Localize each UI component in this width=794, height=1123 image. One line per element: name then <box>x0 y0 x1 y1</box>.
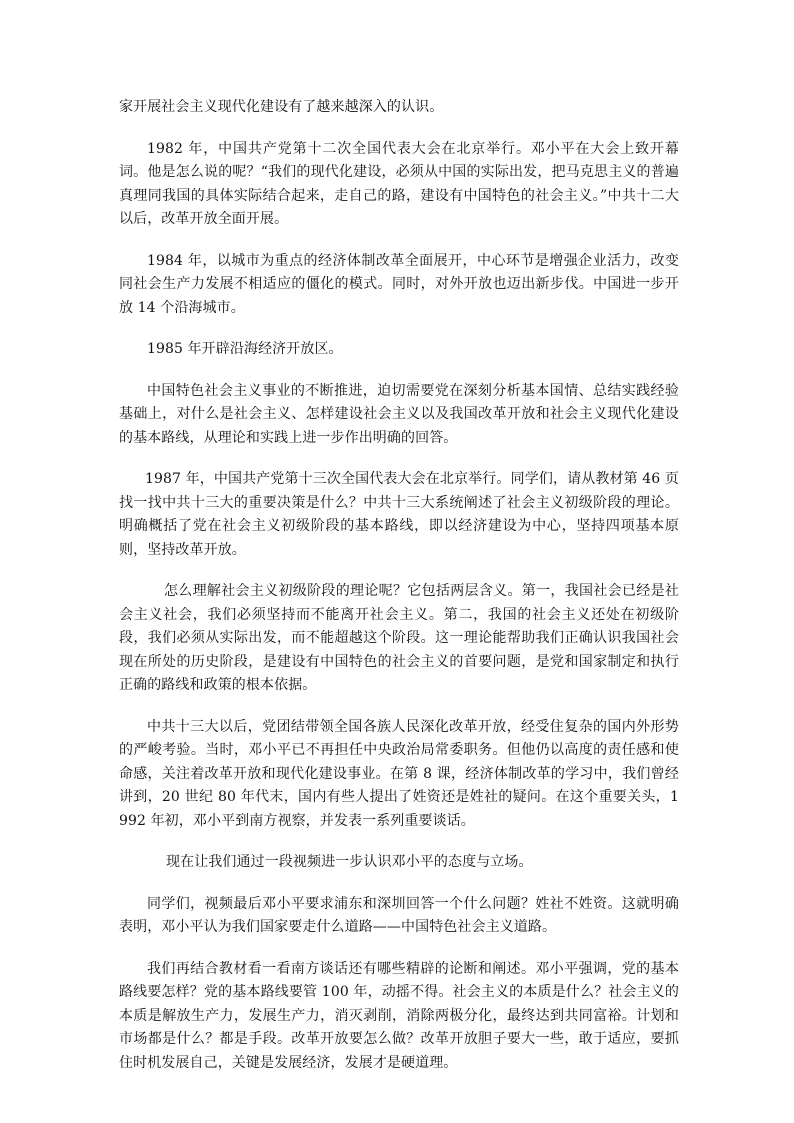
paragraph-video-question: 同学们，视频最后邓小平要求浦东和深圳回答一个什么问题？姓社不姓资。这就明确表明，邓小平认为我们国家要走什么道路——中国特色社会主义道路。 <box>119 895 679 935</box>
paragraph-video-intro: 现在让我们通过一段视频进一步认识邓小平的态度与立场。 <box>166 854 533 870</box>
paragraph-continuation: 家开展社会主义现代化建设有了越来越深入的认识。 <box>119 99 444 115</box>
paragraph-1985-open-zone: 1985 年开辟沿海经济开放区。 <box>147 341 343 357</box>
paragraph-after-13th-congress: 中共十三大以后，党团结带领全国各族人民深化改革开放，经受住复杂的国内外形势的严峻考验。当时，邓小平已不再担任中央政治局常委职务。但他仍以高度的责任感和使命感，关注着改革开放和现代化建设事业。在第 8 课，经济体制改革的学习中，我们曾经讲到，20 世纪 80 年代末，国内有些人提出了姓资还是姓社的疑问。在这个重要关头，1992 年初，邓小平到南方视察，并发表一系列重要谈话。 <box>119 718 679 829</box>
paragraph-primary-stage-theory: 怎么理解社会主义初级阶段的理论呢？它包括两层含义。第一，我国社会已经是社会主义社会，我们必须坚持而不能离开社会主义。第二，我国的社会主义还处在初级阶段，我们必须从实际出发，而不能超越这个阶段。这一理论能帮助我们正确认识我国社会现在所处的历史阶段，是建设有中国特色的社会主义的首要问题，是党和国家制定和执行正确的路线和政策的根本依据。 <box>119 583 679 693</box>
paragraph-1987-congress: 1987 年，中国共产党第十三次全国代表大会在北京举行。同学们，请从教材第 46 页找一找中共十三大的重要决策是什么？中共十三大系统阐述了社会主义初级阶段的理论。明确概括了党在社会主义初级阶段的基本路线，即以经济建设为中心，坚持四项基本原则，坚持改革开放。 <box>119 471 679 558</box>
paragraph-1982-congress: 1982 年，中国共产党第十二次全国代表大会在北京举行。邓小平在大会上致开幕词。他是怎么说的呢？“我们的现代化建设，必须从中国的实际出发，把马克思主义的普遍真理同我国的具体实际结合起来，走自己的路，建设有中国特色的社会主义。”中共十二大以后，改革开放全面开展。 <box>119 140 679 227</box>
document-body <box>119 96 679 1093</box>
paragraph-1984-reform: 1984 年，以城市为重点的经济体制改革全面展开，中心环节是增强企业活力，改变同社会生产力发展不相适应的僵化的模式。同时，对外开放也迈出新步伐。中国进一步开放 14 个沿海城市。 <box>119 252 679 316</box>
paragraph-southern-talks: 我们再结合教材看一看南方谈话还有哪些精辟的论断和阐述。邓小平强调，党的基本路线要怎样？党的基本路线要管 100 年，动摇不得。社会主义的本质是什么？社会主义的本质是解放生产力，发展生产力，消灭剥削，消除两极分化，最终达到共同富裕。计划和市场都是什么？都是手段。改革开放要怎么做？改革开放胆子要大一些，敢于适应，要抓住时机发展自己，关键是发展经济，发展才是硬道理。 <box>119 960 679 1071</box>
paragraph-socialist-cause: 中国特色社会主义事业的不断推进，迫切需要党在深刻分析基本国情、总结实践经验基础上，对什么是社会主义、怎样建设社会主义以及我国改革开放和社会主义现代化建设的基本路线，从理论和实践上进一步作出明确的回答。 <box>119 382 679 446</box>
